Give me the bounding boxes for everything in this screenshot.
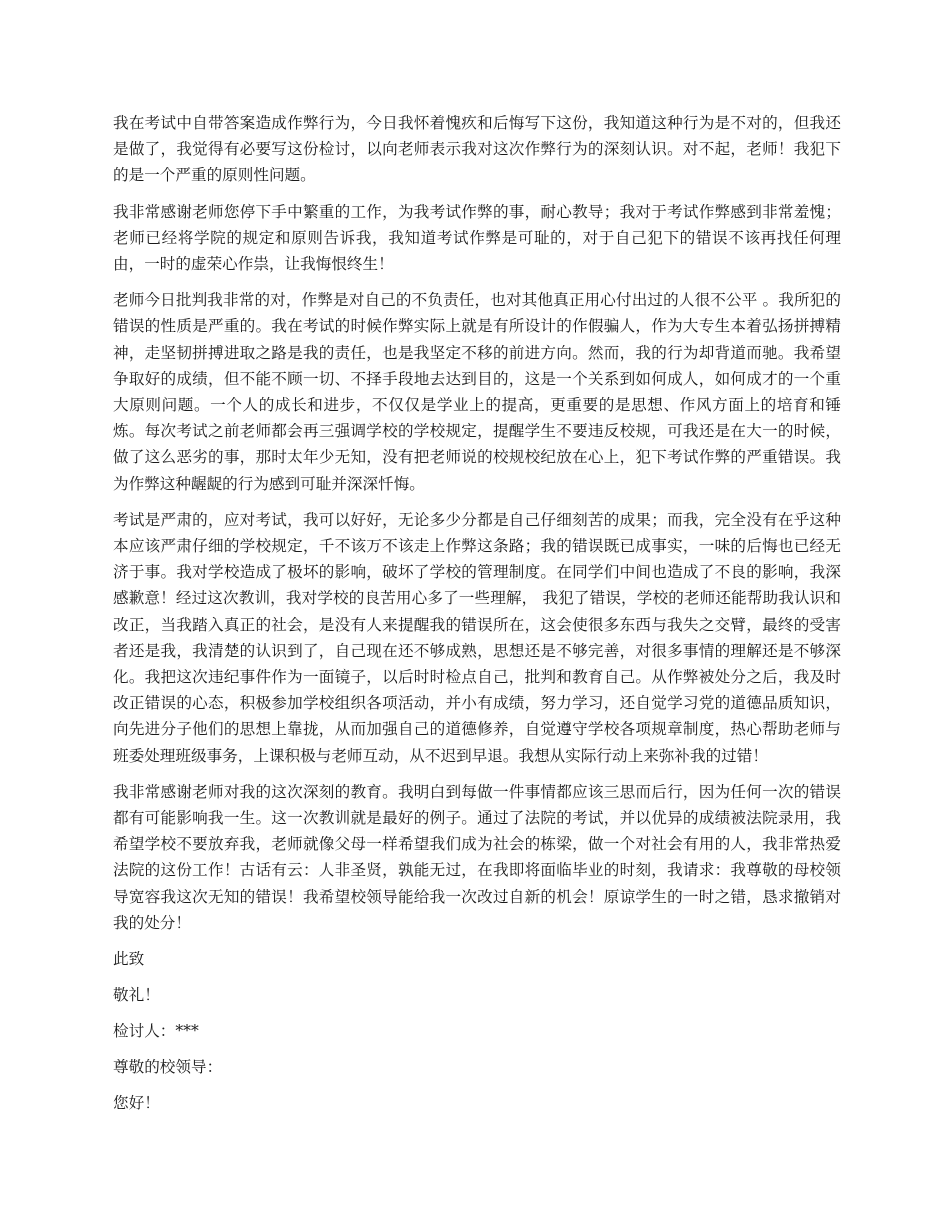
document-body	[113, 110, 841, 1126]
paragraph-3: 老师今日批判我非常的对，作弊是对自己的不负责任，也对其他真正用心付出过的人很不公平 。我所犯的错误的性质是严重的。我在考试的时候作弊实际上就是有所设计的作假骗人，作为大专生本着弘扬拼搏精神，走坚韧拼搏进取之路是我的责任，也是我坚定不移的前进方向。然而，我的行为却背道而驰。我希望争取好的成绩，但不能不顾一切、不择手段地去达到目的，这是一个关系到如何成人，如何成才的一个重大原则问题。一个人的成长和进步，不仅仅是学业上的提高，更重要的是思想、作风方面上的培育和锤炼。每次考试之前老师都会再三强调学校的学校规定，提醒学生不要违反校规，可我还是在大一的时候，做了这么恶劣的事，那时太年少无知，没有把老师说的校规校纪放在心上，犯下考试作弊的严重错误。我为作弊这种龌龊的行为感到可耻并深深忏悔。	[113, 291, 841, 493]
paragraph-2: 我非常感谢老师您停下手中繁重的工作，为我考试作弊的事，耐心教导；我对于考试作弊感到非常羞愧；老师已经将学院的规定和原则告诉我，我知道考试作弊是可耻的，对于自己犯下的错误不该再找任何理由，一时的虚荣心作祟，让我悔恨终生！	[113, 202, 841, 274]
salute-line: 敬礼！	[113, 986, 160, 1005]
signer-line: 检讨人：***	[113, 1022, 199, 1041]
paragraph-1: 我在考试中自带答案造成作弊行为，今日我怀着愧疚和后悔写下这份，我知道这种行为是不对的，但我还是做了，我觉得有必要写这份检讨，以向老师表示我对这次作弊行为的深刻认识。对不起，老师！我犯下的是一个严重的原则性问题。	[113, 114, 841, 185]
paragraph-5: 我非常感谢老师对我的这次深刻的教育。我明白到每做一件事情都应该三思而后行，因为任何一次的错误都有可能影响我一生。这一次教训就是最好的例子。通过了法院的考试，并以优异的成绩被法院录用，我希望学校不要放弃我，老师就像父母一样希望我们成为社会的栋梁，做一个对社会有用的人，我非常热爱法院的这份工作！古话有云：人非圣贤，孰能无过，在我即将面临毕业的时刻，我请求：我尊敬的母校领导宽容我这次无知的错误！我希望校领导能给我一次改过自新的机会！原谅学生的一时之错，恳求撤销对我的处分！	[113, 782, 841, 932]
closing-line: 此致	[113, 950, 145, 969]
addressee-line: 尊敬的校领导：	[113, 1058, 223, 1077]
paragraph-4: 考试是严肃的，应对考试，我可以好好，无论多少分都是自己仔细刻苦的成果；而我，完全没有在乎这种本应该严肃仔细的学校规定，千不该万不该走上作弊这条路；我的错误既已成事实，一味的后悔也已经无济于事。我对学校造成了极坏的影响，破坏了学校的管理制度。在同学们中间也造成了不良的影响，我深感歉意！经过这次教训，我对学校的良苦用心多了一些理解， 我犯了错误，学校的老师还能帮助我认识和改正，当我踏入真正的社会，是没有人来提醒我的错误所在，这会使很多东西与我失之交臂，最终的受害者还是我，我清楚的认识到了，自己现在还不够成熟，思想还是不够完善，对很多事情的理解还是不够深化。我把这次违纪事件作为一面镜子，以后时时检点自己，批判和教育自己。从作弊被处分之后，我及时改正错误的心态，积极参加学校组织各项活动，并小有成绩，努力学习，还自觉学习党的道德品质知识，向先进分子他们的思想上靠拢，从而加强自己的道德修养，自觉遵守学校各项规章制度，热心帮助老师与班委处理班级事务，上课积极与老师互动，从不迟到早退。我想从实际行动上来弥补我的过错！	[113, 510, 841, 765]
greeting-line: 您好！	[113, 1094, 160, 1113]
